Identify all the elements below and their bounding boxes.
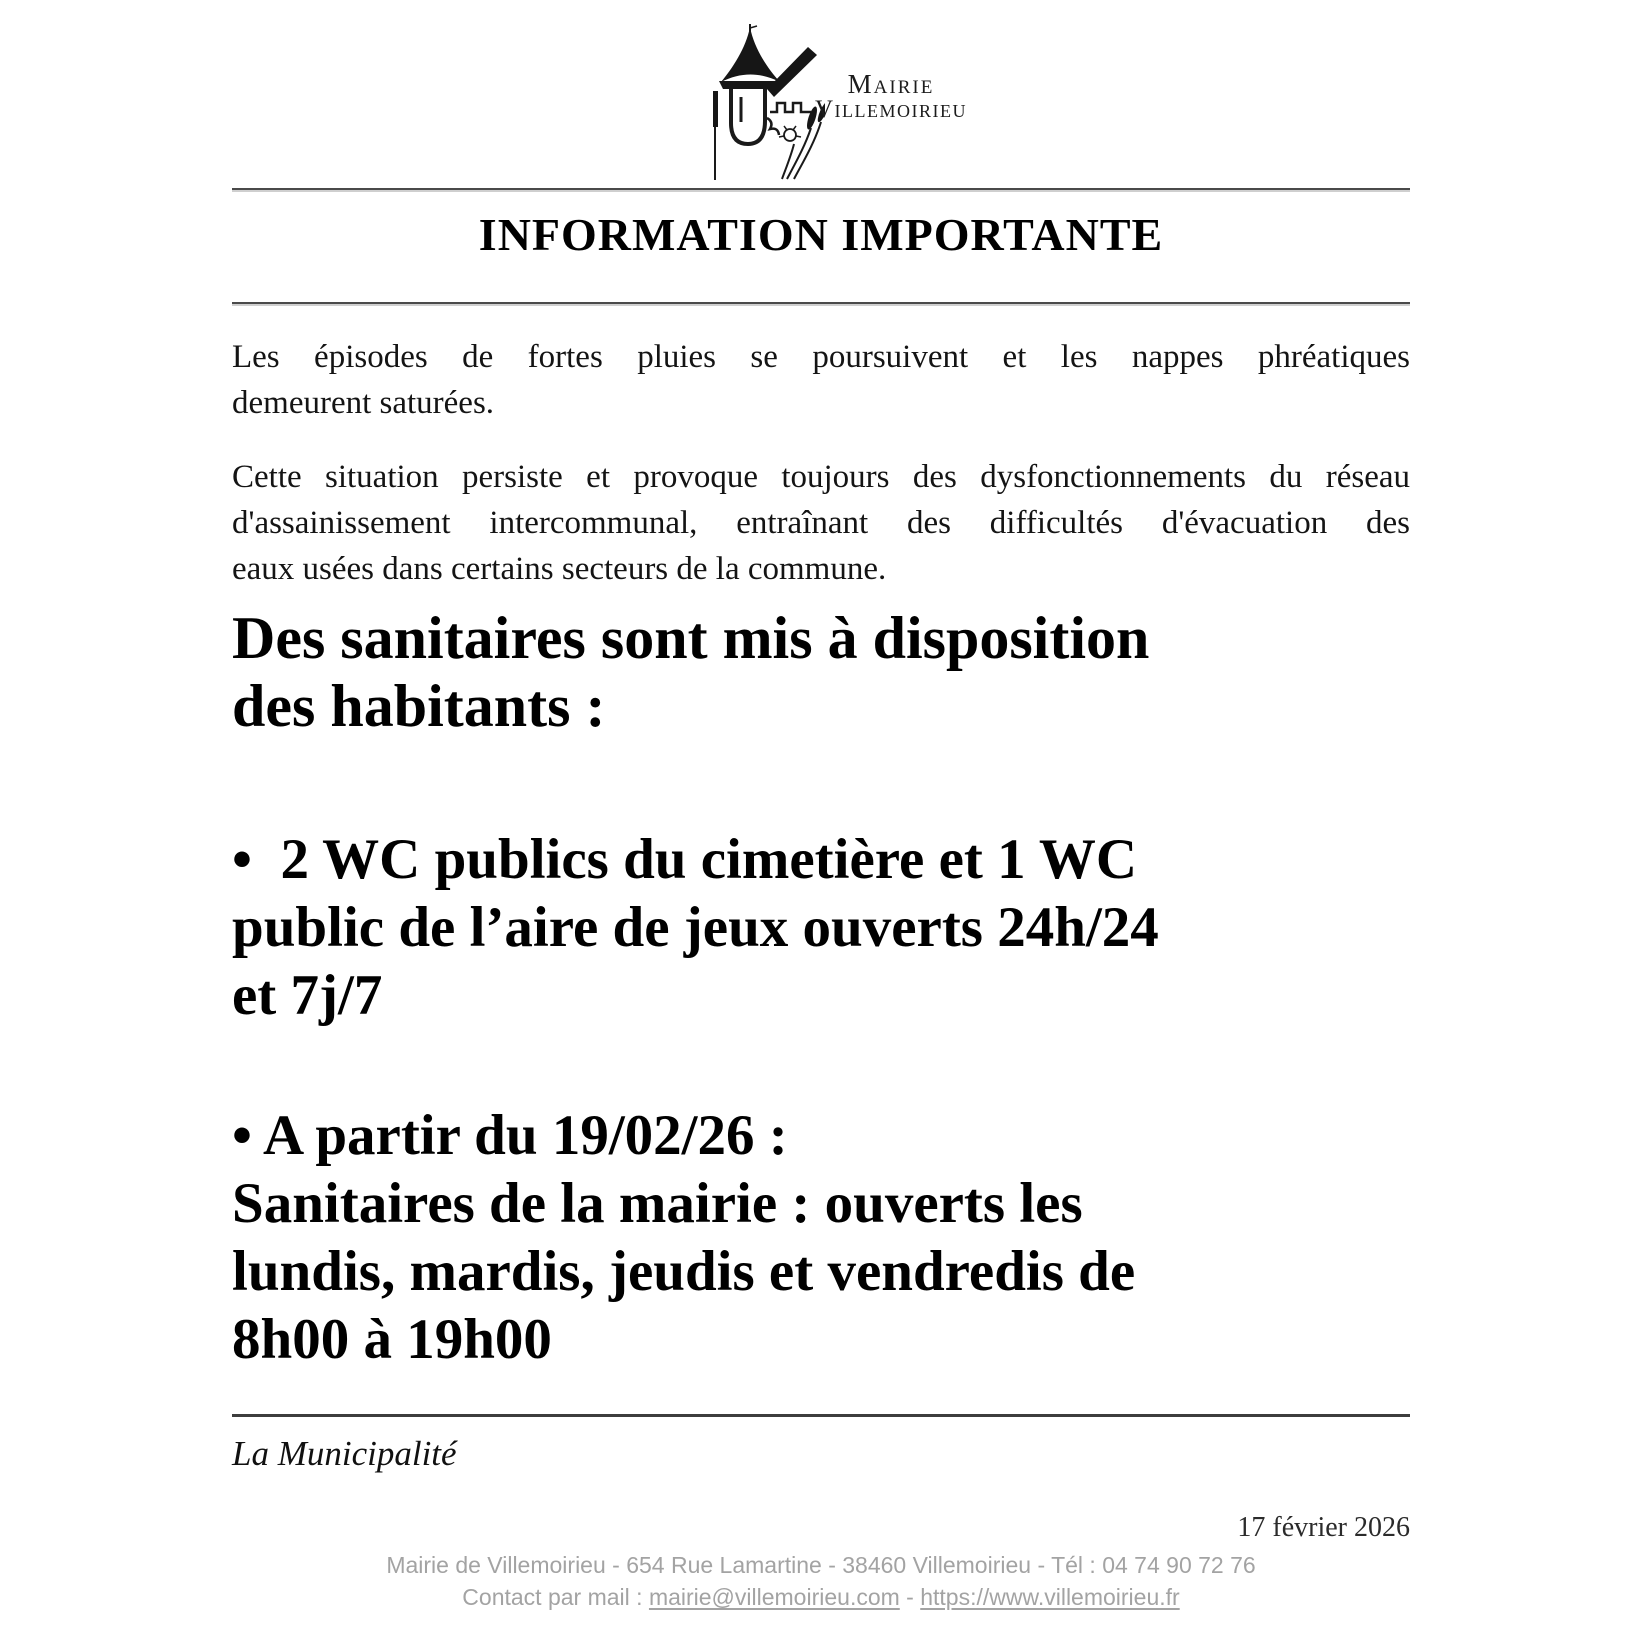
email-link[interactable]: mairie@villemoirieu.com: [648, 1584, 900, 1610]
schedule-line: 8h00 à 19h00: [232, 1308, 552, 1371]
footer-contact-line: [232, 1581, 1410, 1613]
schedule-line: lundis, mardis, jeudis et vendredis de: [232, 1240, 1136, 1303]
page-title: INFORMATION IMPORTANTE: [478, 209, 1164, 260]
bullet-line: et 7j/7: [232, 964, 383, 1027]
tower-sketch-icon: [675, 22, 825, 187]
footer-address-line: Mairie de Villemoirieu - 654 Rue Lamartine - 38460 Villemoirieu - Tél : 04 74 90 72 76: [386, 1552, 1256, 1578]
heading-line: des habitants :: [232, 673, 606, 739]
divider-under-title: [232, 302, 1410, 306]
paragraph-line: demeurent saturées.: [232, 385, 495, 421]
divider-footer: [232, 1414, 1410, 1417]
signature: La Municipalité: [232, 1434, 457, 1473]
bullet-wc-publics: [232, 826, 1410, 1030]
logo-name-line2: Villemoirieu: [814, 96, 968, 123]
heading-line: Des sanitaires sont mis à disposition: [232, 605, 1150, 671]
footer: [232, 1549, 1410, 1613]
website-link[interactable]: https://www.villemoirieu.fr: [920, 1584, 1180, 1610]
paragraph-line: d'assainissement intercommunal, entraînant des difficultés d'évacuation des: [232, 505, 1410, 541]
announcement-heading: [232, 604, 1410, 740]
paragraph-line: Les épisodes de fortes pluies se poursuivent et les nappes phréatiques: [232, 339, 1410, 375]
footer-contact-prefix: Contact par mail :: [462, 1584, 649, 1610]
logo-wordmark: [815, 71, 967, 123]
paragraph-line: eaux usées dans certains secteurs de la commune.: [232, 551, 887, 587]
bullet-line: • A partir du 19/02/26 :: [232, 1104, 788, 1167]
divider-top: [232, 188, 1410, 192]
bullet-line: public de l’aire de jeux ouverts 24h/24: [232, 896, 1159, 959]
logo-name-line1: Mairie: [847, 69, 935, 99]
bullet-line: • 2 WC publics du cimetière et 1 WC: [232, 828, 1138, 891]
document-date: 17 février 2026: [1237, 1512, 1410, 1543]
header: [232, 26, 1410, 182]
intro-paragraph-1: [232, 334, 1410, 426]
bullet-schedule: [232, 1102, 1410, 1374]
footer-separator: -: [899, 1584, 921, 1610]
schedule-line: Sanitaires de la mairie : ouverts les: [232, 1172, 1083, 1235]
intro-paragraph-2: [232, 454, 1410, 592]
paragraph-line: Cette situation persiste et provoque toujours des dysfonctionnements du réseau: [232, 459, 1410, 495]
